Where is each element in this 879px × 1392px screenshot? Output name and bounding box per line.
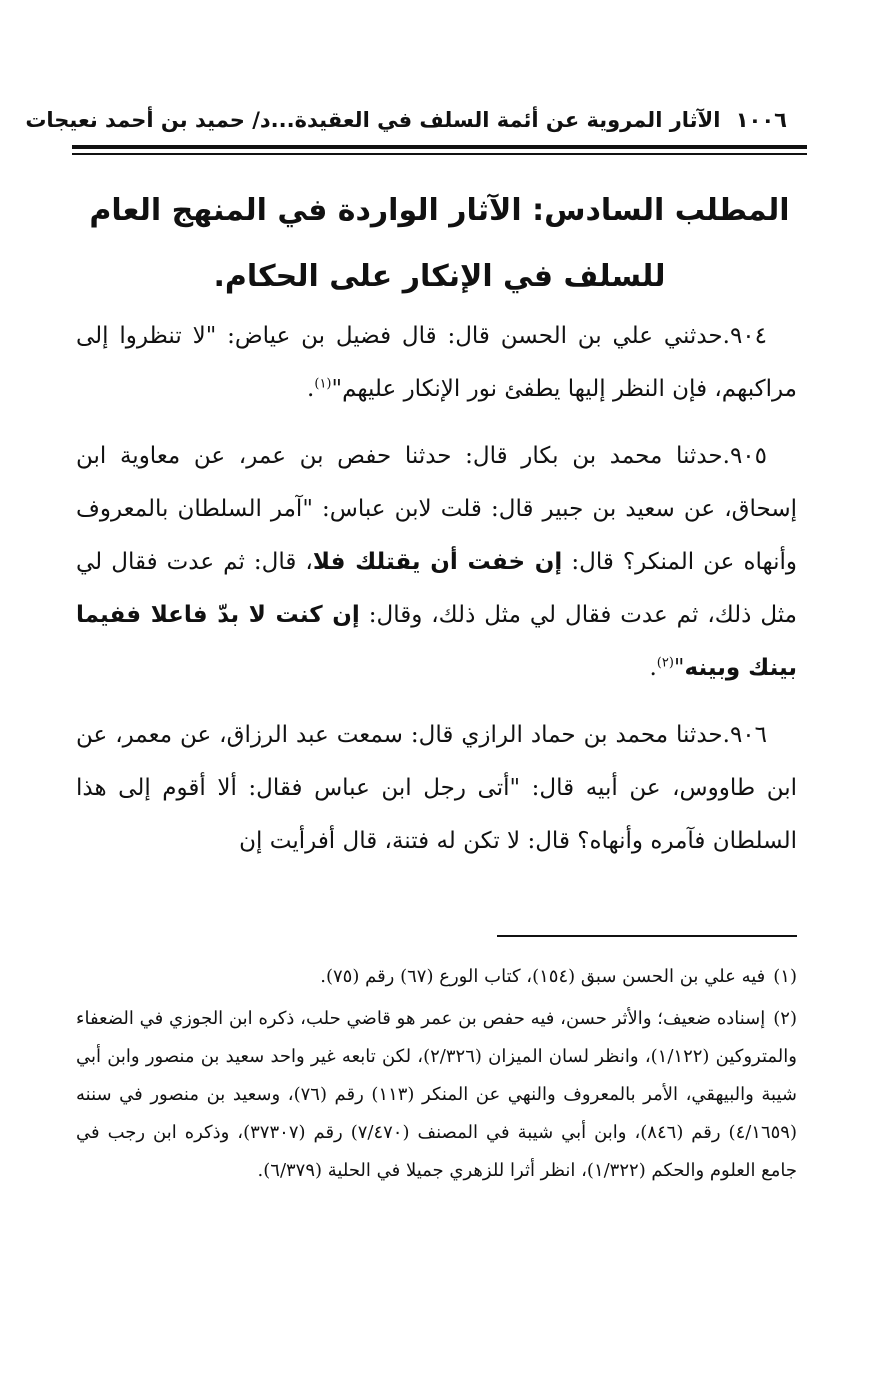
paragraph-905-end: . — [649, 655, 657, 681]
page-number: ١٠٠٦ — [735, 108, 787, 132]
footnote-text: إسناده ضعيف؛ والأثر حسن، فيه حفص بن عمر هو قاضي حلب، ذكره ابن الجوزي في الضعفاء والمتروكين (١/١٢٢)، وانظر لسان الميزان (٢/٣٢٦)، لكن تابعه غير واحد سعيد بن منصور وابن أبي شيبة والبيهقي، الأمر بالمعروف والنهي عن المنكر (١١٣) رقم (٧٦)، وسعيد بن منصور في سننه (٤/١٦٥٩) رقم (٨٤٦)، وابن أبي شيبة في المصنف (٧/٤٧٠) رقم (٣٧٣٠٧)، وذكره ابن رجب في جامع العلوم والحكم (١/٣٢٢)، انظر أثرا للزهري جميلا في الحلية (٦/٣٧٩). — [76, 1008, 797, 1181]
footnotes — [76, 958, 797, 1194]
footnote-number: (٢) — [773, 1008, 797, 1029]
paragraph-905-text-3: " — [673, 655, 685, 681]
paragraph-906-text: ٩٠٦.حدثنا محمد بن حماد الرازي قال: سمعت عبد الرزاق، عن معمر، عن ابن طاووس، عن أبيه قال: "أتى رجل ابن عباس فقال: ألا أقوم إلى هذا السلطان فآمره وأنهاه؟ قال: لا تكن له فتنة، قال أفرأيت إن — [76, 722, 797, 854]
paragraph-905-bold-1: إن خفت أن يقتلك فلا — [312, 549, 563, 575]
paragraph-904-text: ٩٠٤.حدثني علي بن الحسن قال: قال فضيل بن عياض: "لا تنظروا إلى مراكبهم، فإن النظر إليها يطفئ نور الإنكار عليهم" — [76, 323, 797, 402]
section-label: المطلب السادس — [544, 193, 790, 228]
running-header — [25, 100, 787, 140]
paragraph-904 — [76, 310, 797, 416]
footnote-text: فيه علي بن الحسن سبق (١٥٤)، كتاب الورع (٦٧) رقم (٧٥). — [320, 966, 766, 987]
footnote-ref-1[interactable]: (١) — [314, 376, 332, 392]
footnote-ref-2[interactable]: (٢) — [656, 655, 674, 671]
paragraph-906 — [76, 709, 797, 868]
footnote-separator — [497, 935, 797, 937]
paragraph-904-end: . — [307, 376, 315, 402]
header-rule-thin — [72, 153, 807, 155]
footnote-number: (١) — [773, 966, 797, 987]
footnote-1 — [76, 958, 797, 996]
paragraph-905-text-2: ، قال: ثم عدت فقال لي مثل ذلك، ثم عدت فقال لي مثل ذلك، وقال: — [76, 549, 797, 628]
section-title-text: : الآثار الواردة في المنهج العام للسلف في الإنكار على الحكام. — [89, 193, 666, 294]
running-title: الآثار المروية عن أئمة السلف في العقيدة...د/ حميد بن أحمد نعيجات — [25, 108, 721, 132]
paragraph-905 — [76, 430, 797, 695]
section-title — [72, 178, 807, 310]
footnote-2 — [76, 1000, 797, 1190]
paragraph-905-text-1: ٩٠٥.حدثنا محمد بن بكار قال: حدثنا حفص بن عمر، عن معاوية ابن إسحاق، عن سعيد بن جبير قال: قلت لابن عباس: "آمر السلطان بالمعروف وأنهاه عن المنكر؟ قال: — [76, 443, 798, 575]
body-text — [76, 310, 797, 882]
paragraph-905-bold-2: إن كنت لا بدّ فاعلا ففيما بينك وبينه — [76, 602, 797, 681]
header-rule-thick — [72, 145, 807, 149]
